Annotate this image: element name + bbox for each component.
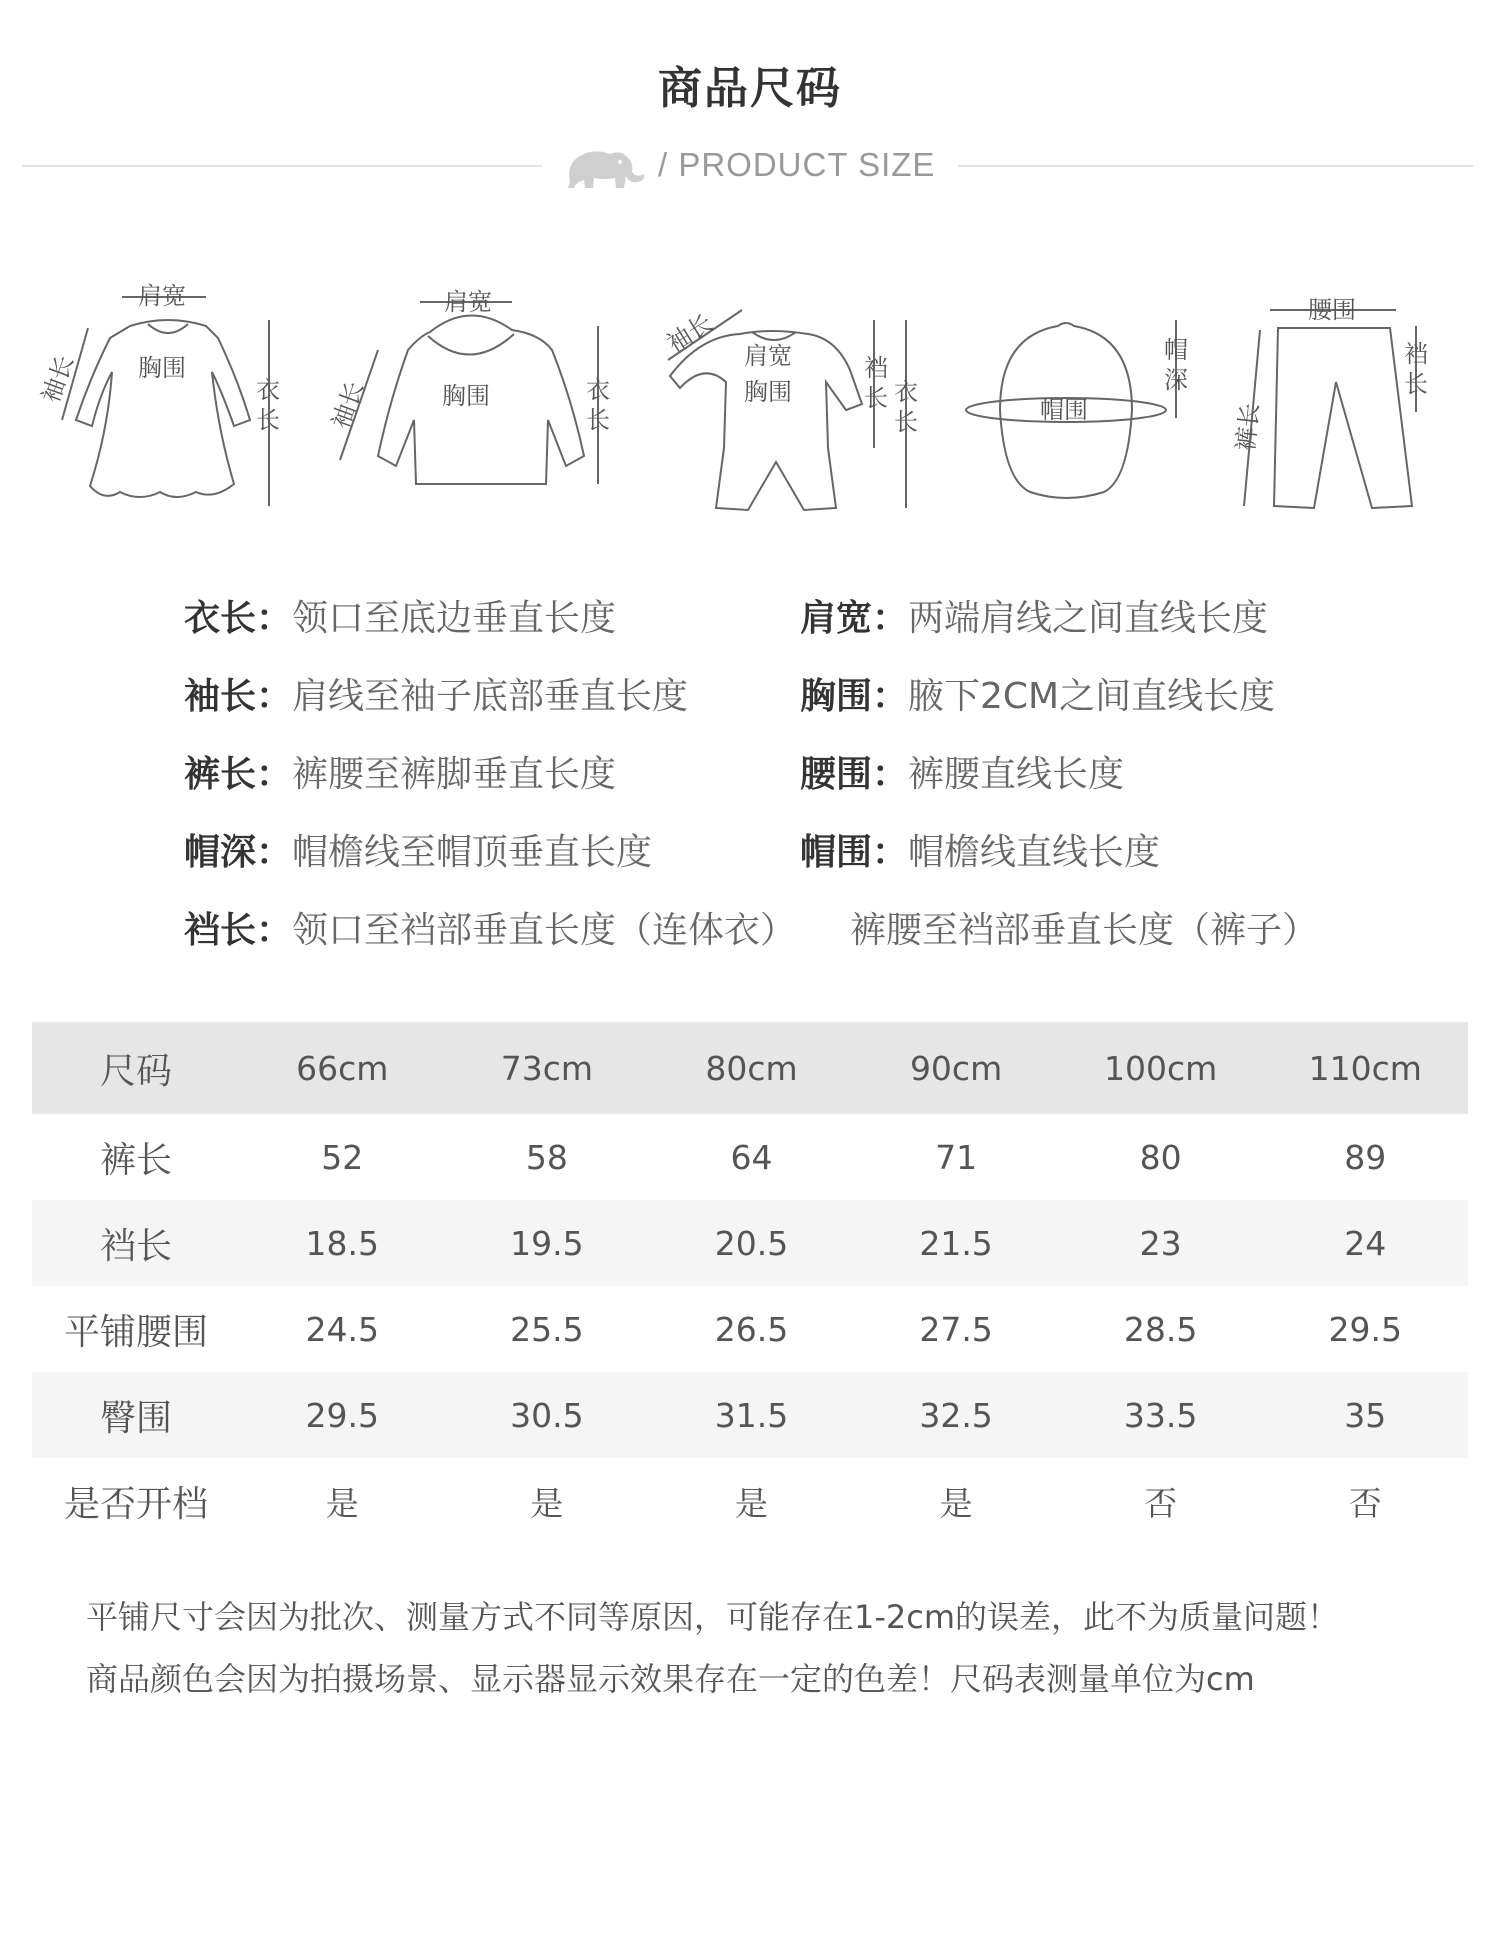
measurement-diagrams (0, 270, 1500, 530)
table-header-cell: 66cm (296, 1048, 389, 1088)
pants-crotch-b: 长 (1404, 370, 1428, 398)
definition-item: 腰围：裤腰直线长度 (800, 754, 1125, 795)
definition-item: 裤腰至裆部垂直长度（裤子） (850, 910, 1319, 951)
table-row (32, 1114, 1468, 1200)
table-cell: 71 (935, 1137, 978, 1177)
table-cell: 是 (530, 1483, 564, 1523)
pants-figure (1244, 310, 1416, 508)
pants-crotch-a: 裆 (1404, 340, 1428, 368)
pants-waist-label: 腰围 (1308, 296, 1356, 324)
measurement-note: 平铺尺寸会因为批次、测量方式不同等原因，可能存在1-2cm的误差，此不为质量问题！ (86, 1598, 1340, 1636)
dress-chest-label: 胸围 (138, 354, 186, 382)
hat-depth-a: 帽 (1164, 336, 1188, 364)
romper-crotch-a: 裆 (864, 354, 888, 382)
table-cell: 32.5 (919, 1395, 993, 1435)
table-row (32, 1200, 1468, 1286)
table-cell: 33.5 (1123, 1395, 1198, 1435)
definition-item: 裆长：领口至裆部垂直长度（连体衣） (184, 910, 797, 951)
size-table (32, 1022, 1468, 1544)
hoodie-length-b: 长 (586, 406, 610, 434)
table-header-cell: 73cm (500, 1048, 594, 1088)
dress-length-a: 衣 (256, 376, 280, 404)
garment-figures (0, 270, 1500, 530)
table-cell: 24.5 (305, 1309, 380, 1349)
table-cell: 24 (1344, 1223, 1387, 1263)
table-cell: 29.5 (1328, 1309, 1402, 1349)
table-cell: 是 (325, 1483, 359, 1523)
page-title: 商品尺码 (658, 63, 842, 114)
definition-item: 衣长：领口至底边垂直长度 (184, 598, 617, 639)
color-note: 商品颜色会因为拍摄场景、显示器显示效果存在一定的色差！尺码表测量单位为cm (86, 1660, 1255, 1698)
table-header-cell: 90cm (909, 1048, 1003, 1088)
pants-length-label: 裤长 (1231, 401, 1265, 453)
definition-item: 肩宽：两端肩线之间直线长度 (800, 598, 1269, 639)
table-cell: 是 (734, 1483, 768, 1523)
table-cell: 31.5 (714, 1395, 789, 1435)
table-row (32, 1372, 1468, 1458)
dress-length-b: 长 (256, 406, 280, 434)
romper-shoulder-label: 肩宽 (744, 342, 792, 370)
table-row-label: 裆长 (99, 1225, 172, 1267)
table-cell: 否 (1348, 1483, 1382, 1523)
romper-crotch-b: 长 (864, 384, 888, 412)
romper-length-a: 衣 (894, 378, 918, 406)
hoodie-sleeve-label: 袖长 (326, 377, 370, 433)
table-cell: 64 (730, 1137, 773, 1177)
table-cell: 27.5 (919, 1309, 993, 1349)
table-cell: 30.5 (510, 1395, 584, 1435)
table-cell: 52 (321, 1137, 364, 1177)
definition-item: 帽深：帽檐线至帽顶垂直长度 (184, 832, 653, 873)
divider-left (22, 165, 542, 167)
table-cell: 80 (1139, 1137, 1182, 1177)
definition-item: 裤长：裤腰至裤脚垂直长度 (184, 754, 617, 795)
table-cell: 23 (1139, 1223, 1182, 1263)
table-cell: 否 (1144, 1483, 1178, 1523)
dress-sleeve-label: 袖长 (36, 351, 80, 407)
table-cell: 89 (1344, 1137, 1387, 1177)
table-cell: 20.5 (714, 1223, 789, 1263)
table-header-cell: 尺码 (99, 1050, 172, 1092)
table-cell: 19.5 (510, 1223, 584, 1263)
table-cell: 18.5 (305, 1223, 380, 1263)
table-cell: 28.5 (1123, 1309, 1198, 1349)
table-row-label: 裤长 (99, 1139, 172, 1181)
hoodie-length-a: 衣 (586, 376, 610, 404)
divider-right (958, 165, 1473, 167)
definition-item: 帽围：帽檐线直线长度 (800, 832, 1161, 873)
table-header-cell: 100cm (1104, 1048, 1218, 1088)
hat-depth-b: 深 (1164, 366, 1188, 394)
elephant-icon (560, 142, 650, 192)
definition-item: 胸围：腋下2CM之间直线长度 (800, 676, 1276, 717)
table-cell: 26.5 (714, 1309, 789, 1349)
romper-sleeve-label: 袖长 (661, 308, 718, 358)
table-cell: 25.5 (510, 1309, 584, 1349)
table-cell: 是 (939, 1483, 973, 1523)
definition-item: 袖长：肩线至袖子底部垂直长度 (184, 676, 689, 717)
romper-chest-label: 胸围 (744, 378, 792, 406)
table-row (32, 1458, 1468, 1544)
dress-figure (62, 297, 269, 506)
table-cell: 35 (1344, 1395, 1387, 1435)
table-cell: 21.5 (919, 1223, 993, 1263)
table-header-cell: 80cm (705, 1048, 798, 1088)
dress-shoulder-label: 肩宽 (138, 282, 186, 310)
hoodie-shoulder-label: 肩宽 (444, 288, 492, 316)
hoodie-chest-label: 胸围 (442, 382, 490, 410)
table-row-label: 平铺腰围 (63, 1311, 208, 1353)
table-cell: 29.5 (305, 1395, 380, 1435)
table-header-cell: 110cm (1308, 1048, 1422, 1088)
table-row-label: 是否开档 (63, 1483, 208, 1525)
subtitle-row (0, 140, 1500, 200)
table-row-label: 臀围 (99, 1397, 172, 1439)
table-cell: 58 (525, 1137, 568, 1177)
table-header-row (32, 1022, 1468, 1114)
subtitle: / PRODUCT SIZE (658, 146, 936, 183)
romper-length-b: 长 (894, 408, 918, 436)
hat-circumference-label: 帽围 (1040, 396, 1088, 424)
table-row (32, 1286, 1468, 1372)
